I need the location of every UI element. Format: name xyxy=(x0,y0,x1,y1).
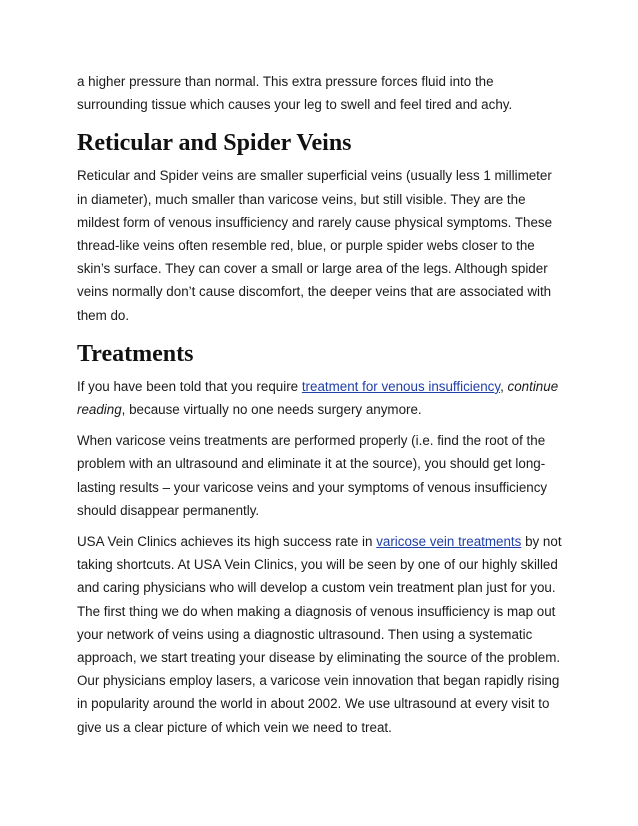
treatments-intro-text: If you have been told that you require xyxy=(77,378,302,394)
varicose-vein-treatments-link[interactable]: varicose vein treatments xyxy=(376,534,522,550)
heading-reticular-spider-veins: Reticular and Spider Veins xyxy=(77,130,352,157)
treatments-clinic-paragraph xyxy=(77,530,565,739)
intro-paragraph: a higher pressure than normal. This extra pressure forces fluid into the surrounding tissue which causes your leg to swell and feel tired and achy. xyxy=(77,74,513,113)
clinic-paragraph-rest: by not taking shortcuts. At USA Vein Clinics, you will be seen by one of our highly skilled and caring physicians who will develop a custom vein treatment plan just for you. The first thing we do when making a diagnosis of venous insufficiency is map out your network of veins using a diagnostic ultrasound. Then using a systematic approach, we start treating your disease by eliminating the source of the problem. Our physicians employ lasers, a varicose vein innovation that began rapidly rising in popularity around the world in about 2002. We use ultrasound at every visit to give us a clear picture of which vein we need to treat. xyxy=(77,534,562,735)
treatments-intro-tail: , because virtually no one needs surgery anymore. xyxy=(121,402,422,418)
treatments-intro-paragraph xyxy=(77,375,565,421)
heading-treatments: Treatments xyxy=(77,340,194,367)
document-page xyxy=(77,70,565,743)
reticular-paragraph: Reticular and Spider veins are smaller superficial veins (usually less 1 millimeter in diameter), much smaller than varicose veins, but still visible. They are the mildest form of venous insufficiency and rarely cause physical symptoms. These thread-like veins often resemble red, blue, or purple spider webs closer to the skin’s surface. They can cover a small or large area of the legs. Although spider veins normally don’t cause discomfort, the deeper veins that are associated with them do. xyxy=(77,168,553,323)
clinic-paragraph-start: USA Vein Clinics achieves its high success rate in xyxy=(77,534,377,550)
treatments-intro-comma: , xyxy=(500,378,508,394)
treatments-results-paragraph: When varicose veins treatments are performed properly (i.e. find the root of the problem with an ultrasound and eliminate it at the source), you should get long-lasting results – your varicose veins and your symptoms of venous insufficiency should disappear permanently. xyxy=(77,433,548,518)
treatment-venous-insufficiency-link[interactable]: treatment for venous insufficiency xyxy=(301,378,501,394)
continue-reading-text: continue reading xyxy=(77,378,559,418)
